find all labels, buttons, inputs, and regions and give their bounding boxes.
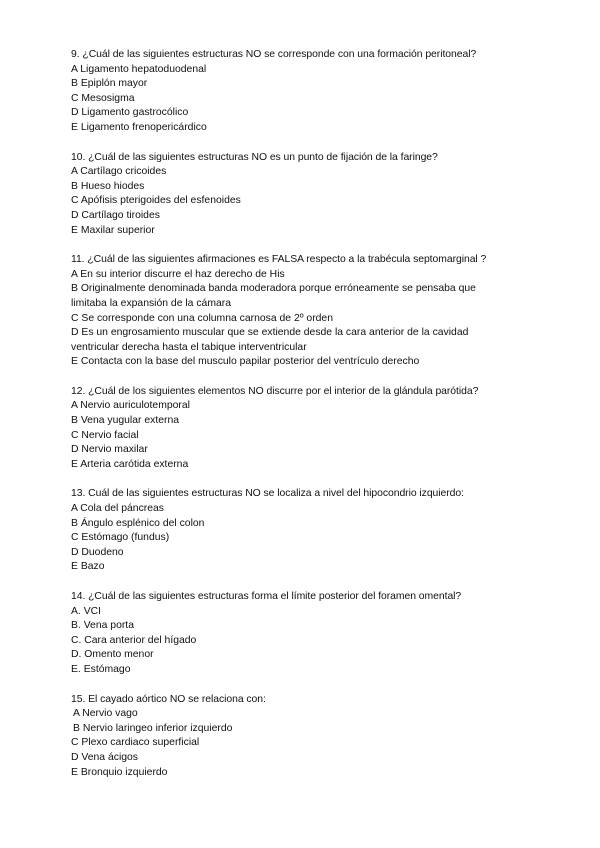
answer-option: C Apófisis pterigoides del esfenoides [71,195,241,207]
answer-option: B Hueso hiodes [71,180,145,192]
question-stem: 11. ¿Cuál de las siguientes afirmaciones es FALSA respecto a la trabécula septomarginal ? [71,254,487,266]
answer-option: E Contacta con la base del musculo papilar posterior del ventrículo derecho [71,356,420,368]
answer-option: B Ángulo esplénico del colon [71,517,205,529]
question-12 [71,385,541,473]
answer-option: A Cola del páncreas [71,503,164,515]
answer-option: B Originalmente denominada banda moderadora porque erróneamente se pensaba que [71,283,476,295]
answer-option: D Es un engrosamiento muscular que se extiende desde la cara anterior de la cavidad [71,327,469,339]
question-10 [71,151,541,239]
answer-option: C. Cara anterior del hígado [71,634,197,646]
question-13 [71,487,541,575]
question-15 [71,693,541,781]
answer-option: A En su interior discurre el haz derecho de His [71,268,285,280]
answer-option: B Vena yugular externa [71,415,180,427]
question-stem: 15. El cayado aórtico NO se relaciona con: [71,693,266,705]
answer-option: E Maxilar superior [71,224,155,236]
answer-option: D Vena ácigos [71,751,139,763]
answer-option: A Nervio auriculotemporal [71,400,190,412]
answer-option: E Bazo [71,561,105,573]
answer-option-continuation: limitaba la expansión de la cámara [71,297,231,309]
answer-option: C Nervio facial [71,429,139,441]
question-stem: 10. ¿Cuál de las siguientes estructuras NO es un punto de fijación de la faringe? [71,151,438,163]
answer-option: D Nervio maxilar [71,444,148,456]
answer-option: E Arteria carótida externa [71,458,189,470]
answer-option: B Epiplón mayor [71,78,148,90]
question-9 [71,48,541,136]
answer-option-continuation: ventricular derecha hasta el tabique interventricular [71,341,307,353]
answer-option: E Bronquio izquierdo [71,766,168,778]
answer-option: C Se corresponde con una columna carnosa de 2º orden [71,312,333,324]
answer-option: A. VCI [71,605,102,617]
answer-option: D Ligamento gastrocólico [71,107,189,119]
answer-option: D Duodeno [71,546,124,558]
answer-option: C Plexo cardiaco superficial [71,737,200,749]
answer-option: D Cartílago tiroides [71,209,160,221]
answer-option: C Estómago (fundus) [71,532,170,544]
answer-option: B Nervio laringeo inferior izquierdo [73,722,233,734]
answer-option: E Ligamento frenopericárdico [71,121,207,133]
question-stem: 9. ¿Cuál de las siguientes estructuras NO se corresponde con una formación peritoneal? [71,49,477,60]
answer-option: A Nervio vago [73,708,138,720]
question-stem: 12. ¿Cuál de los siguientes elementos NO discurre por el interior de la glándula parótida? [71,385,479,397]
question-14 [71,590,541,678]
answer-option: A Cartílago cricoides [71,166,167,178]
question-11 [71,253,541,370]
answer-option: D. Omento menor [71,649,154,661]
question-stem: 14. ¿Cuál de las siguientes estructuras forma el límite posterior del foramen omental? [71,591,462,602]
answer-option: C Mesosigma [71,92,135,104]
question-stem: 13. Cuál de las siguientes estructuras NO se localiza a nivel del hipocondrio izquierdo: [71,488,464,500]
exam-page [71,48,541,795]
answer-option: E. Estómago [71,663,131,675]
answer-option: B. Vena porta [71,620,134,632]
answer-option: A Ligamento hepatoduodenal [71,63,207,75]
